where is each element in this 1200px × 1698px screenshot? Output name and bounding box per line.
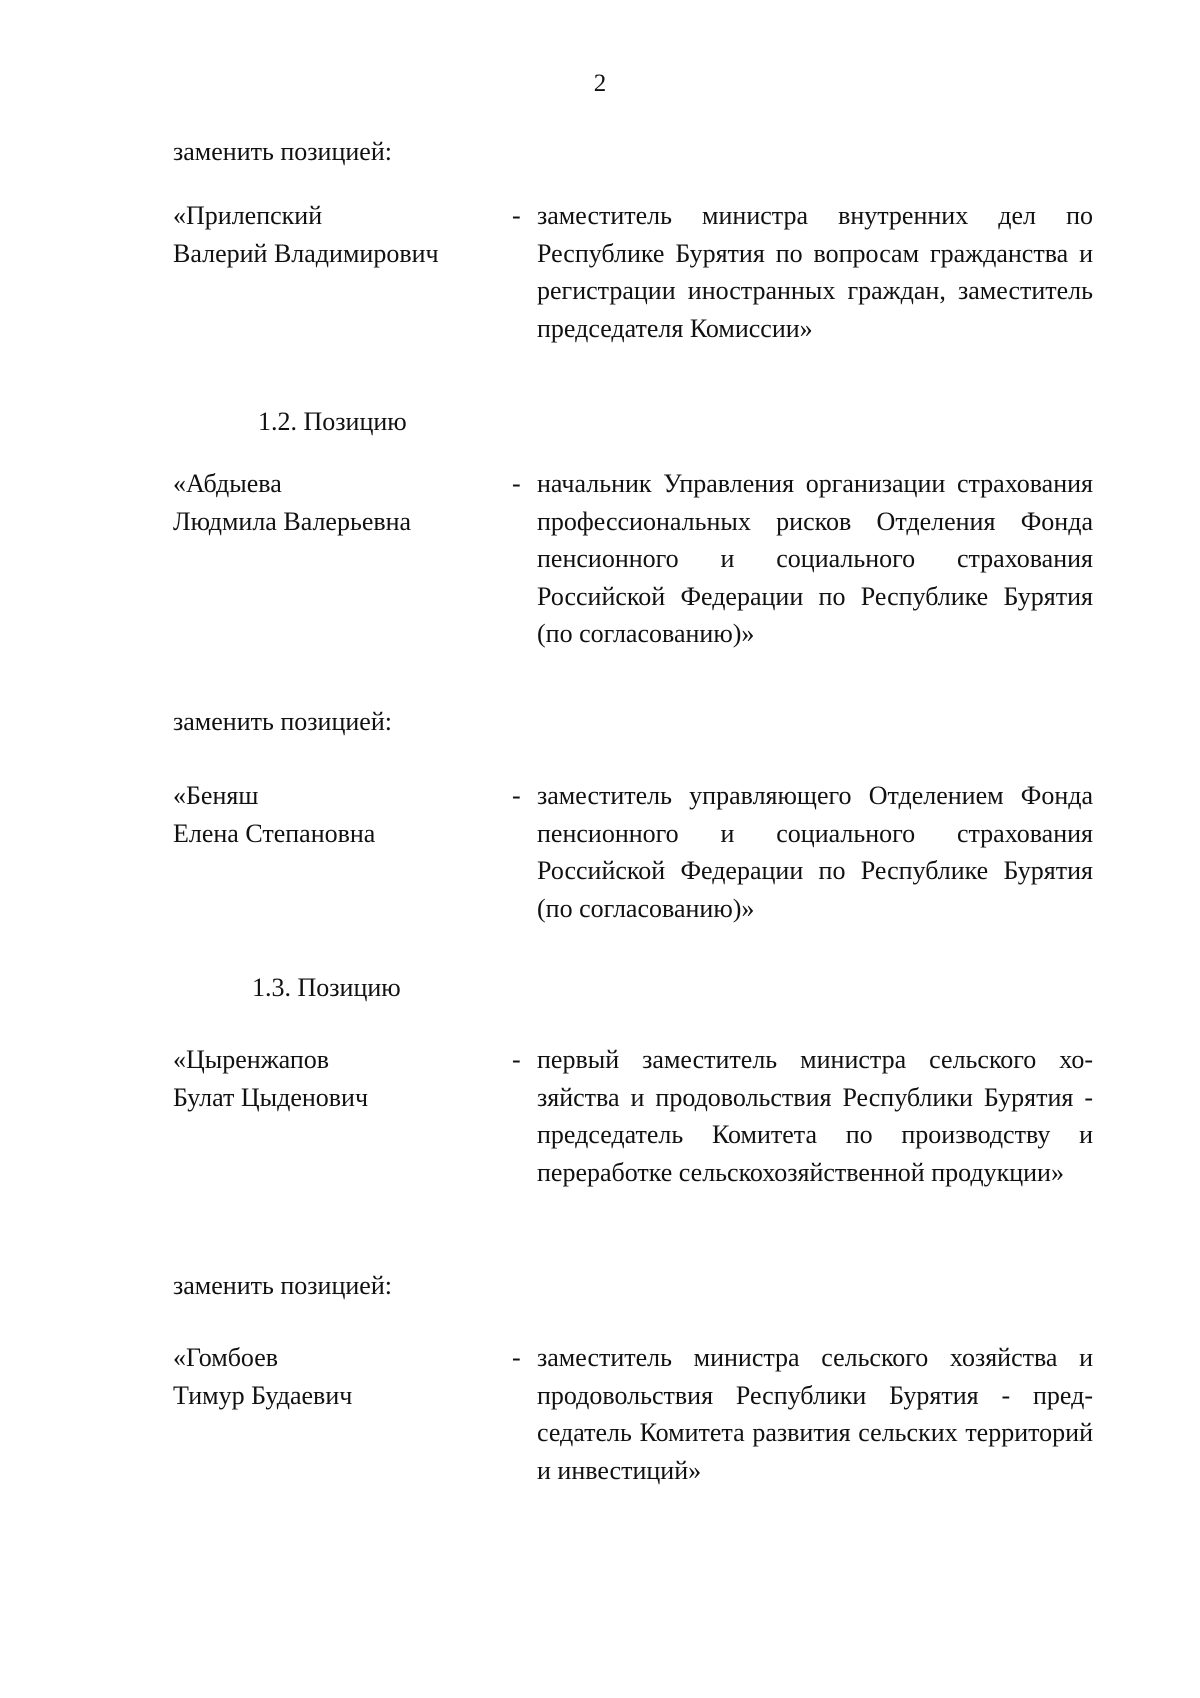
entry-dash: - [512,1343,521,1372]
replace-label-2: заменить позицией: [173,707,392,736]
entry-description: начальник Управления организации страхования профессиональных рисков Отделения Фонда пенсионного и социального страхования Российской Федерации по Республике Бурятия (по согласованию)» [537,469,1093,648]
entry-description: первый заместитель министра сельского хозяйства и продовольствия Республики Бурятия - председатель Комитета по производству и переработке сельскохозяйственной продукции» [537,1045,1093,1187]
entry-surname: «Цыренжапов [173,1045,330,1074]
entry-dash: - [512,1045,521,1074]
entry-dash: - [512,201,521,230]
entry-names [173,777,493,852]
entry-given-names: Елена Степановна [173,818,376,848]
replace-label-3: заменить позицией: [173,1271,392,1300]
entry-surname: «Прилепский [173,201,323,230]
entry-names [173,1041,493,1116]
entry-dash: - [512,469,521,498]
replace-label-1: заменить позицией: [173,137,392,166]
entry-surname: «Абдыева [173,469,282,498]
entry-description: заместитель министра сельского хозяйства и продовольствия Республики Бурятия - председатель Комитета развития сельских территорий и инвестиций» [537,1343,1093,1485]
entry-names [173,465,493,540]
entry-given-names: Тимур Будаевич [173,1380,353,1410]
section-heading-1-2: 1.2. Позицию [258,407,407,436]
entry-given-names: Валерий Владимирович [173,238,439,268]
entry-dash: - [512,781,521,810]
entry-given-names: Булат Цыденович [173,1082,369,1112]
section-heading-1-3: 1.3. Позицию [252,973,401,1002]
entry-surname: «Беняш [173,781,259,810]
entry-names [173,197,493,272]
page-number: 2 [593,70,607,97]
entry-surname: «Гомбоев [173,1343,279,1372]
entry-description: заместитель управляющего Отделением Фонда пенсионного и социального страхования Российской Федерации по Республике Бурятия (по согласованию)» [537,781,1093,923]
entry-names [173,1339,493,1414]
entry-description: заместитель министра внутренних дел по Республике Бурятия по вопросам гражданства и регистрации иностранных граждан, заместитель председателя Комиссии» [537,201,1093,343]
entry-given-names: Людмила Валерьевна [173,506,412,536]
